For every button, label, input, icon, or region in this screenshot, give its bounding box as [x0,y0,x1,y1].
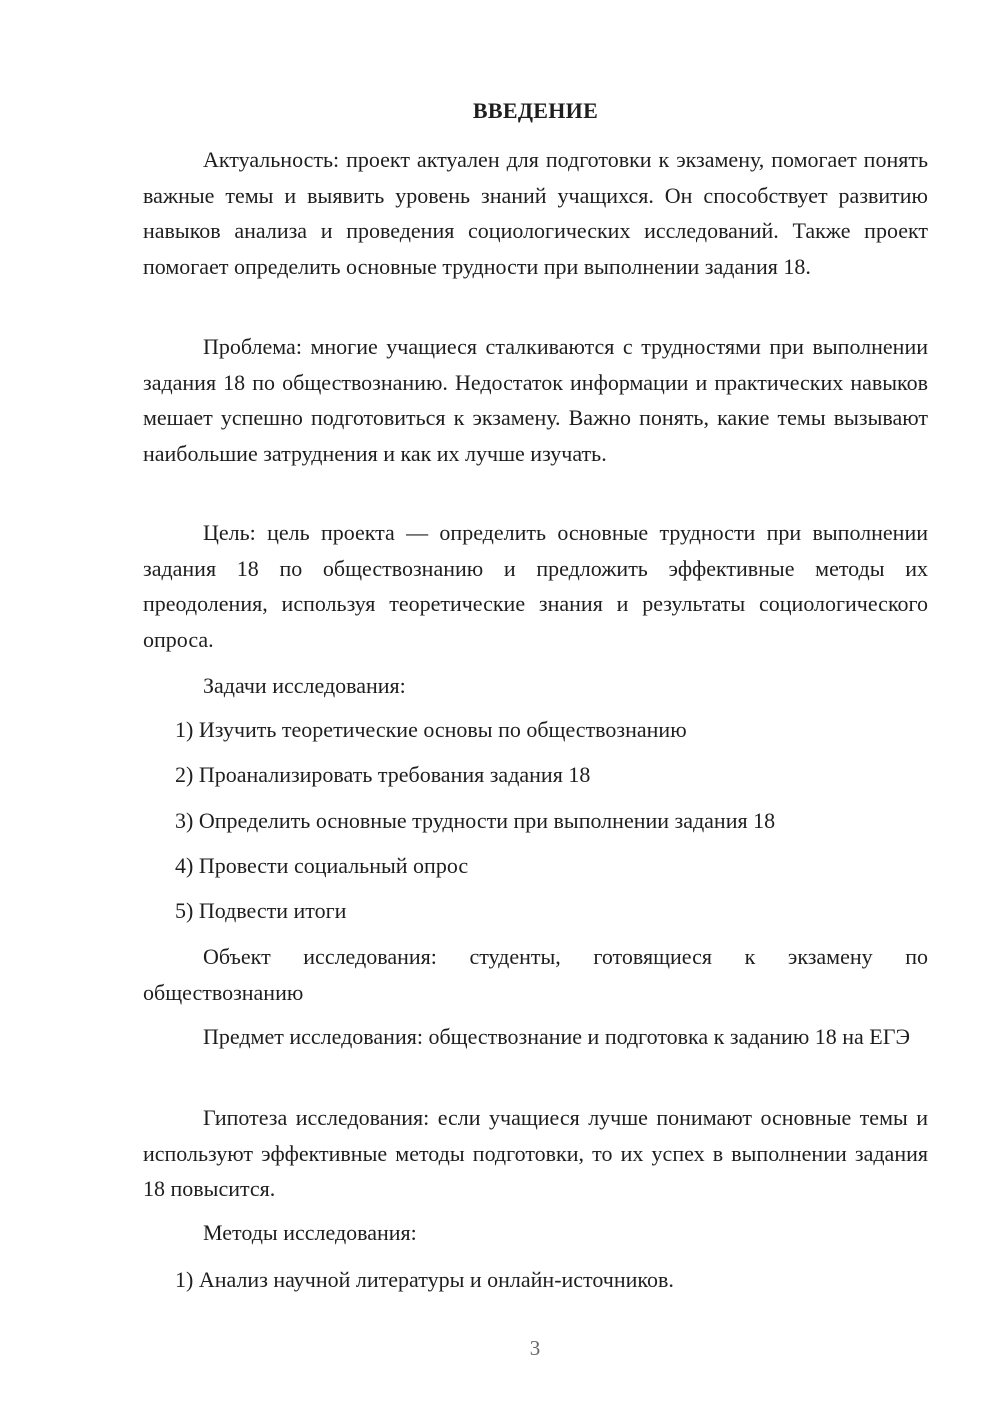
paragraph-goal: Цель: цель проекта — определить основные трудности при выполнении задания 18 по обществознанию и предложить эффективные методы их преодоления, используя теоретические знания и результаты социологического опроса. [143,520,928,652]
tasks-heading: Задачи исследования: [203,673,406,698]
methods-heading: Методы исследования: [203,1220,417,1245]
task-list-item: 2) Проанализировать требования задания 18 [175,762,591,787]
task-list-item: 4) Провести социальный опрос [175,853,469,878]
paragraph-relevance: Актуальность: проект актуален для подготовки к экзамену, помогает понять важные темы и выявить уровень знаний учащихся. Он способствует развитию навыков анализа и проведения социологических исследований. Также проект помогает определить основные трудности при выполнении задания 18. [143,147,928,279]
method-list-item: 1) Анализ научной литературы и онлайн-источников. [175,1267,674,1292]
paragraph-hypothesis: Гипотеза исследования: если учащиеся лучше понимают основные темы и используют эффективные методы подготовки, то их успех в выполнении задания 18 повысится. [143,1105,928,1201]
paragraph-problem: Проблема: многие учащиеся сталкиваются с трудностями при выполнении задания 18 по обществознанию. Недостаток информации и практических навыков мешает успешно подготовиться к экзамену. Важно понять, какие темы вызывают наибольшие затруднения и как их лучше изучать. [143,334,928,466]
paragraph-object: Объект исследования: студенты, готовящиеся к экзамену по обществознанию [143,944,928,1005]
section-heading: ВВЕДЕНИЕ [472,98,599,123]
task-list-item: 5) Подвести итоги [175,898,347,923]
page-number: 3 [529,1336,541,1360]
task-list-item: 3) Определить основные трудности при выполнении задания 18 [175,808,776,833]
paragraph-subject: Предмет исследования: обществознание и подготовка к заданию 18 на ЕГЭ [203,1024,910,1049]
task-list-item: 1) Изучить теоретические основы по обществознанию [175,717,687,742]
